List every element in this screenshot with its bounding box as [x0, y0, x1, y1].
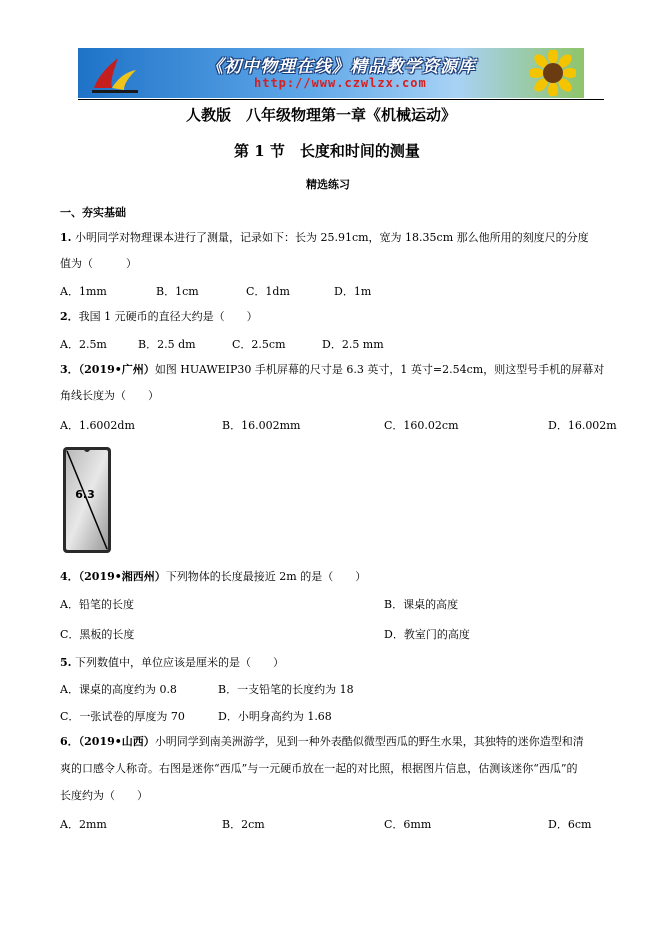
option: B．课桌的高度	[384, 598, 459, 611]
question-6-line-1: 6．（2019•山西）小明同学到南美洲游学，见到一种外表酷似微型西瓜的野生水果，其独特的迷你造型和清	[60, 735, 584, 748]
option: A．课桌的高度约为 0.8	[60, 683, 177, 696]
option: C．一张试卷的厚度为 70	[60, 710, 185, 723]
phone-size-label: 6.3	[75, 488, 95, 501]
option: C．黑板的长度	[60, 628, 135, 641]
option: A．铅笔的长度	[60, 598, 134, 611]
option: A．1mm	[60, 285, 107, 298]
option: A．1.6002dm	[60, 419, 135, 432]
page-title: 人教版 八年级物理第一章《机械运动》	[186, 106, 457, 124]
option: D．1m	[334, 285, 372, 298]
question-1-line-1: 1. 小明同学对物理课本进行了测量，记录如下：长为 25.91cm，宽为 18.35cm 那么他所用的刻度尺的分度	[60, 231, 589, 244]
part-heading: 一、夯实基础	[60, 206, 126, 219]
header-banner	[78, 48, 584, 98]
subtitle: 精选练习	[306, 178, 350, 191]
phone-figure	[62, 446, 112, 554]
banner-url[interactable]: http://www.czwlzx.com	[254, 76, 427, 90]
option: A．2mm	[60, 818, 107, 831]
option: D．2.5 mm	[322, 338, 384, 351]
section-title: 第 1 节 长度和时间的测量	[234, 142, 420, 160]
banner-title: 《初中物理在线》精品教学资源库	[206, 57, 476, 77]
option: D．小明身高约为 1.68	[218, 710, 332, 723]
option: B．1cm	[156, 285, 199, 298]
option: B．2cm	[222, 818, 265, 831]
question-3-line-1: 3．（2019•广州）如图 HUAWEIP30 手机屏幕的尺寸是 6.3 英寸，1 英寸=2.54cm，则这型号手机的屏幕对	[60, 363, 605, 376]
option: C．160.02cm	[384, 419, 459, 432]
question-3-line-2: 角线长度为（ ）	[60, 389, 159, 402]
option: C．2.5cm	[232, 338, 286, 351]
question-6-line-3: 长度约为（ ）	[60, 789, 148, 802]
option: B．2.5 dm	[138, 338, 196, 351]
question-6-line-2: 爽的口感令人称奇。右图是迷你“西瓜”与一元硬币放在一起的对比照，根据图片信息，估测该迷你“西瓜”的	[60, 762, 578, 775]
option: D．6cm	[548, 818, 592, 831]
option: C．1dm	[246, 285, 290, 298]
question-1-line-2: 值为（ ）	[60, 257, 137, 270]
option: C．6mm	[384, 818, 432, 831]
header-rule	[78, 99, 604, 100]
question-2-line-1: 2．我国 1 元硬币的直径大约是（ ）	[60, 310, 258, 323]
option: B．16.002mm	[222, 419, 301, 432]
question-5-line-1: 5. 下列数值中，单位应该是厘米的是（ ）	[60, 656, 284, 669]
sunflower-icon	[530, 50, 576, 96]
option: D．16.002m	[548, 419, 617, 432]
question-4-line-1: 4．（2019•湘西州）下列物体的长度最接近 2m 的是（ ）	[60, 570, 367, 583]
option: D．教室门的高度	[384, 628, 470, 641]
option: B．一支铅笔的长度约为 18	[218, 683, 354, 696]
site-logo-icon	[88, 52, 140, 94]
option: A．2.5m	[60, 338, 107, 351]
